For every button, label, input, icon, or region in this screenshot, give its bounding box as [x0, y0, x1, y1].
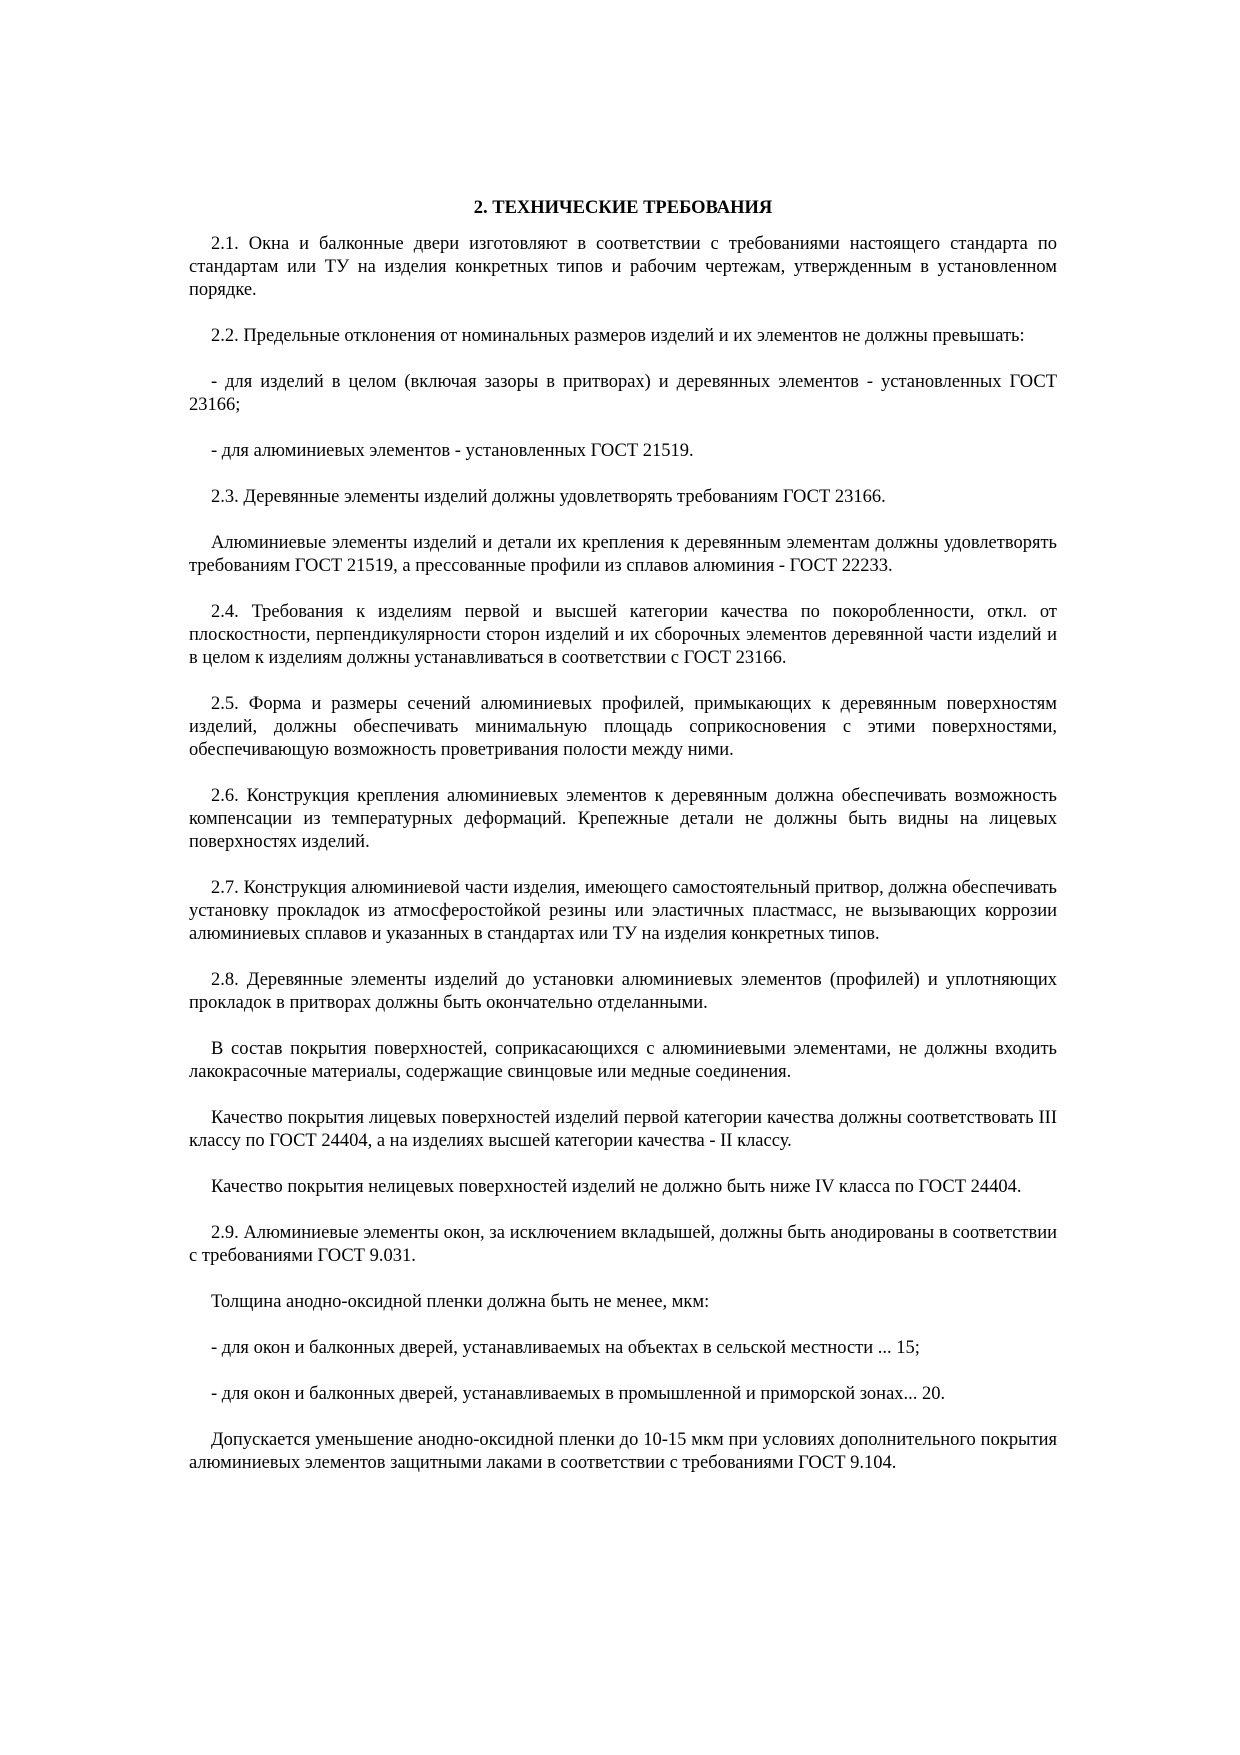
paragraph-2-3: 2.3. Деревянные элементы изделий должны удовлетворять требованиям ГОСТ 23166.: [211, 487, 886, 507]
paragraph-2-5: 2.5. Форма и размеры сечений алюминиевых профилей, примыкающих к деревянным поверхностям изделий, должны обеспечивать минимальную площадь соприкосновения с этими поверхностями, обеспечивающую возможность проветривания полости между ними.: [189, 694, 1057, 760]
paragraph-2-8: 2.8. Деревянные элементы изделий до установки алюминиевых элементов (профилей) и уплотняющих прокладок в притворах должны быть окончательно отделанными.: [189, 970, 1057, 1013]
list-item-rural-thickness: - для окон и балконных дверей, устанавливаемых на объектах в сельской местности ... 15;: [211, 1338, 920, 1358]
paragraph-coating-composition: В состав покрытия поверхностей, соприкасающихся с алюминиевыми элементами, не должны входить лакокрасочные материалы, содержащие свинцовые или медные соединения.: [189, 1039, 1057, 1082]
paragraph-2-6: 2.6. Конструкция крепления алюминиевых элементов к деревянным должна обеспечивать возможность компенсации из температурных деформаций. Крепежные детали не должны быть видны на лицевых поверхностях изделий.: [189, 786, 1057, 852]
paragraph-2-7: 2.7. Конструкция алюминиевой части изделия, имеющего самостоятельный притвор, должна обеспечивать установку прокладок из атмосферостойкой резины или эластичных пластмасс, не вызывающих коррозии алюминиевых сплавов и указанных в стандартах или ТУ на изделия конкретных типов.: [189, 878, 1057, 944]
paragraph-aluminum-elements: Алюминиевые элементы изделий и детали их крепления к деревянным элементам должны удовлетворять требованиям ГОСТ 21519, а прессованные профили из сплавов алюминия - ГОСТ 22233.: [189, 533, 1057, 576]
paragraph-film-thickness: Толщина анодно-оксидной пленки должна быть не менее, мкм:: [211, 1292, 710, 1312]
section-title: 2. ТЕХНИЧЕСКИЕ ТРЕБОВАНИЯ: [473, 198, 773, 218]
paragraph-2-9: 2.9. Алюминиевые элементы окон, за исключением вкладышей, должны быть анодированы в соответствии с требованиями ГОСТ 9.031.: [189, 1223, 1057, 1266]
paragraph-film-reduction: Допускается уменьшение анодно-оксидной пленки до 10-15 мкм при условиях дополнительного покрытия алюминиевых элементов защитными лаками в соответствии с требованиями ГОСТ 9.104.: [189, 1430, 1057, 1473]
paragraph-2-1: 2.1. Окна и балконные двери изготовляют в соответствии с требованиями настоящего стандарта по стандартам или ТУ на изделия конкретных типов и рабочим чертежам, утвержденным в установленном порядке.: [189, 234, 1057, 300]
list-item-aluminum-tolerances: - для алюминиевых элементов - установленных ГОСТ 21519.: [211, 441, 694, 461]
paragraph-2-2: 2.2. Предельные отклонения от номинальных размеров изделий и их элементов не должны превышать:: [211, 326, 1025, 346]
list-item-industrial-thickness: - для окон и балконных дверей, устанавливаемых в промышленной и приморской зонах... 20.: [211, 1384, 946, 1404]
document-body: [189, 197, 1057, 1498]
paragraph-face-coating-quality: Качество покрытия лицевых поверхностей изделий первой категории качества должны соответствовать III классу по ГОСТ 24404, а на изделиях высшей категории качества - II классу.: [189, 1108, 1057, 1151]
paragraph-nonface-coating-quality: Качество покрытия нелицевых поверхностей изделий не должно быть ниже IV класса по ГОСТ 24404.: [211, 1177, 1022, 1197]
list-item-wood-tolerances: - для изделий в целом (включая зазоры в притворах) и деревянных элементов - установленных ГОСТ 23166;: [189, 372, 1057, 415]
paragraph-2-4: 2.4. Требования к изделиям первой и высшей категории качества по покоробленности, откл. от плоскостности, перпендикулярности сторон изделий и их сборочных элементов деревянной части изделий и в целом к изделиям должны устанавливаться в соответствии с ГОСТ 23166.: [189, 602, 1057, 668]
